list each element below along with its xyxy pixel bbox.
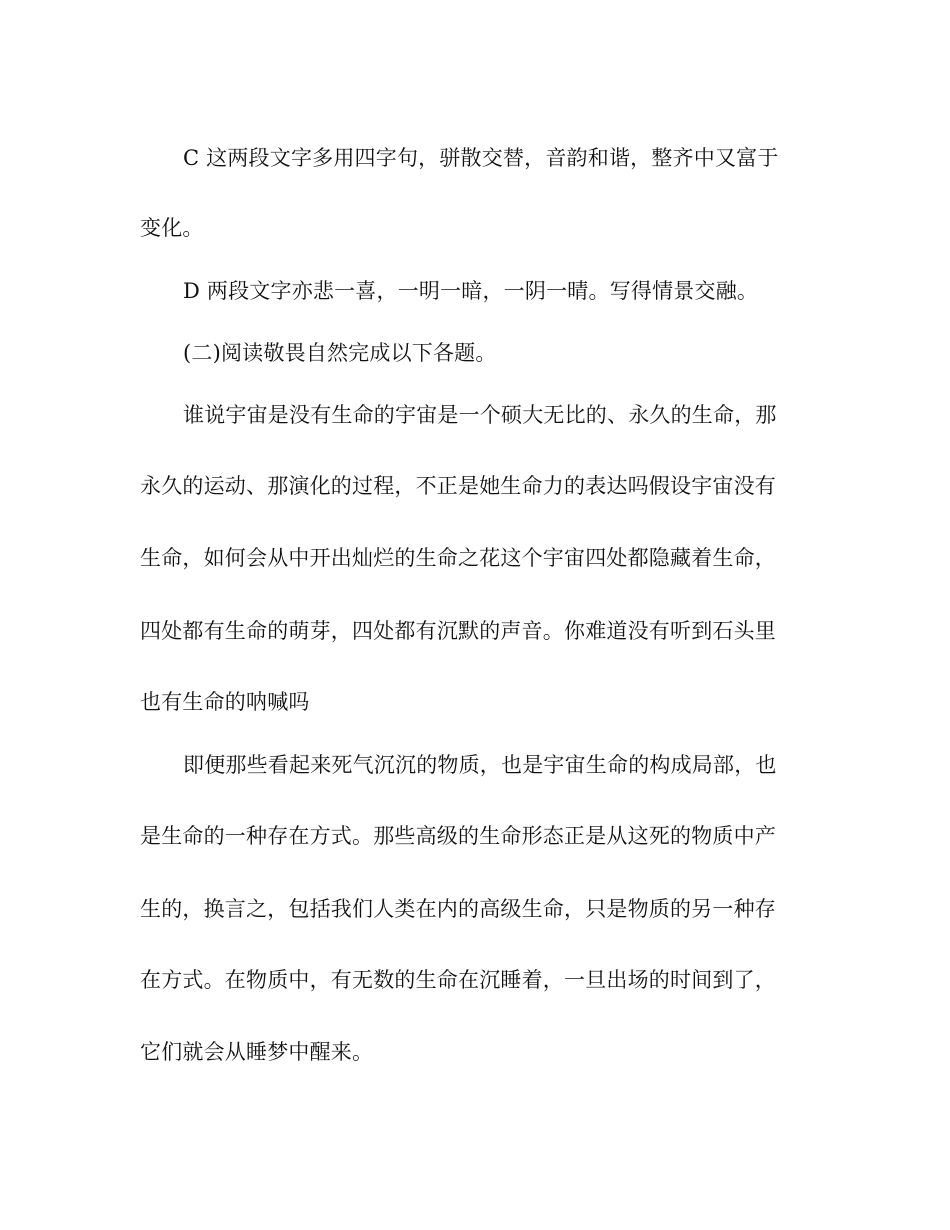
paragraph-1-line-4: 四处都有生命的萌芽，四处都有沉默的声音。你难道没有听到石头里 xyxy=(140,619,776,643)
paragraph-2-line-2: 是生命的一种存在方式。那些高级的生命形态正是从这死的物质中产 xyxy=(140,824,776,848)
paragraph-1-line-3: 生命，如何会从中开出灿烂的生命之花这个宇宙四处都隐藏着生命， xyxy=(140,546,776,570)
paragraph-2-line-4: 在方式。在物质中，有无数的生命在沉睡着，一旦出场的时间到了， xyxy=(140,968,776,992)
paragraph-1-line-1: 谁说宇宙是没有生命的宇宙是一个硕大无比的、永久的生命，那 xyxy=(183,403,777,427)
option-c-line-1: C 这两段文字多用四字句，骈散交替，音韵和谐，整齐中又富于 xyxy=(183,146,779,170)
option-d-line: D 两段文字亦悲一喜，一明一暗，一阴一晴。写得情景交融。 xyxy=(183,279,759,303)
paragraph-2-line-5: 它们就会从睡梦中醒来。 xyxy=(140,1040,374,1064)
option-c-line-2: 变化。 xyxy=(140,216,204,240)
paragraph-1-line-5: 也有生命的呐喊吗 xyxy=(140,690,310,714)
paragraph-2-line-3: 生的，换言之，包括我们人类在内的高级生命，只是物质的另一种存 xyxy=(140,897,776,921)
paragraph-1-line-2: 永久的运动、那演化的过程，不正是她生命力的表达吗假设宇宙没有 xyxy=(140,474,776,498)
paragraph-2-line-1: 即便那些看起来死气沉沉的物质，也是宇宙生命的构成局部，也 xyxy=(183,753,777,777)
section-heading: (二)阅读敬畏自然完成以下各题。 xyxy=(183,341,497,365)
